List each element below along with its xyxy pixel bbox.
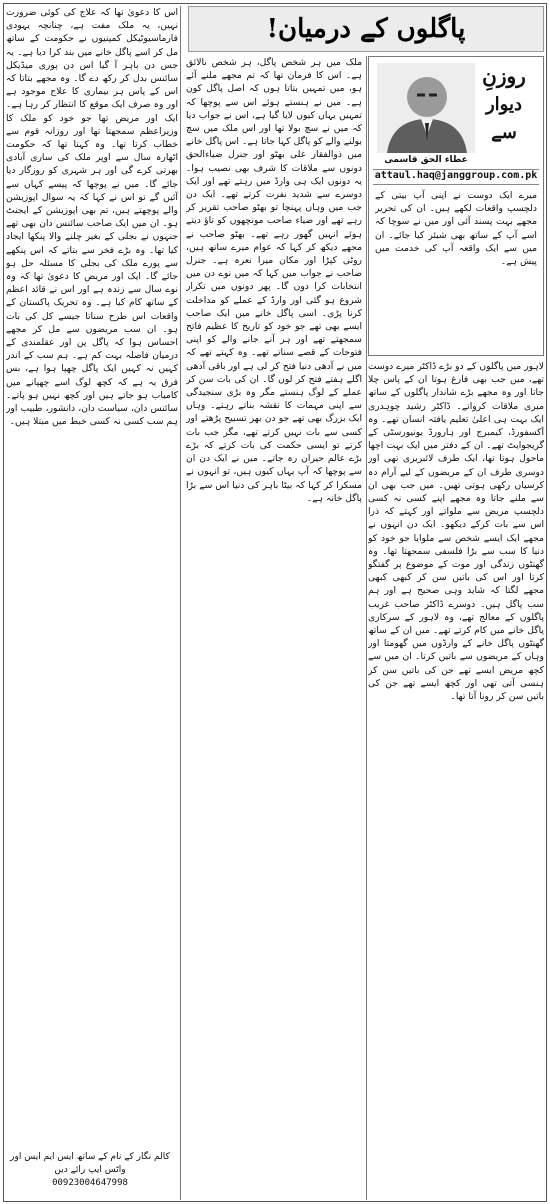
- author-name: عطاء الحق قاسمی: [384, 155, 468, 165]
- headline-bar: [188, 6, 544, 52]
- column-brand: [471, 61, 537, 161]
- article-column-left: [6, 6, 178, 1200]
- footer-note-text: کالم نگار کے نام کے ساتھ ایس ایم ایس اور واٹس ایپ رائے دیں: [10, 1152, 170, 1175]
- column-divider-right: [366, 56, 367, 1200]
- author-box: [368, 56, 544, 356]
- article-column-right-text: لاہور میں پاگلوں کے دو بڑے ڈاکٹر میرے دوست تھے، میں جب بھی فارغ ہوتا ان کے پاس چلا جاتا اور وہ مجھے بڑے شاندار پاگلوں کے ساتھ میری ملاقات کرواتے۔ ڈاکٹر رشید چوہدری ایک بہت ہی اعلیٰ تعلیم یافتہ انسان تھے۔ وہ آکسفورڈ، کیمبرج اور ہارورڈ یونیورسٹی کے گریجوایٹ تھے۔ ان کے دفتر میں ایک بہت اچھا ماحول ہوتا تھا، ایک طرف لائبریری تھی اور دوسری طرف ان کے مریضوں کے لیے آرام دہ کرسیاں رکھی ہوتی تھیں۔ میں جب بھی ان سے ملنے جاتا وہ مجھے اپنے کسی نہ کسی دلچسپ مریض سے ملواتے اور کہتے کہ ذرا اس سے بات کرکے دیکھو۔ ایک دن انہوں نے مجھے ایک ایسے شخص سے ملوایا جو خود کو دنیا کا سب سے بڑا فلسفی سمجھتا تھا۔ وہ گھنٹوں زندگی اور موت کے موضوع پر گفتگو کرتا اور اس کی باتیں سن کر کبھی کبھی مجھے لگتا کہ شاید وہی صحیح ہے اور ہم سب پاگل ہیں۔ دوسرے ڈاکٹر صاحب غریب پاگلوں کے معالج تھے، وہ لاہور کے سرکاری پاگل خانے میں کام کرتے تھے۔ میں ان کے ساتھ گھنٹوں پاگل خانے کے وارڈوں میں گھومتا اور وہاں کے مریضوں سے باتیں کرتا۔ ان میں سے کچھ مریض ایسے تھے جن کی باتیں سن کر ہنسی آتی تھی اور کچھ ایسے تھے جن کی باتیں سن کر رونا آتا تھا۔: [368, 361, 544, 703]
- article-column-middle: [186, 56, 362, 1200]
- author-portrait: [377, 63, 475, 153]
- article-intro-text: میرے ایک دوست نے اپنی آپ بیتی کے دلچسپ واقعات لکھے ہیں۔ ان کی تحریر مجھے بہت پسند آئی اور میں نے سوچا کہ اسے آپ کے ساتھ بھی شیئر کیا جائے۔ ان میں سے ایک واقعہ آپ کی خدمت میں پیش ہے۔: [375, 190, 537, 268]
- author-email[interactable]: attaul.haq@janggroup.com.pk: [373, 169, 539, 185]
- footer-phone[interactable]: 00923004647998: [52, 1178, 128, 1188]
- column-divider-left: [180, 6, 181, 1200]
- footer-contact-note: [10, 1151, 170, 1190]
- column-brand-line2: دیوار سے: [485, 94, 523, 143]
- article-headline: پاگلوں کے درمیان!: [266, 14, 466, 44]
- article-column-middle-text: ملک میں ہر شخص پاگل، ہر شخص نالائق ہے۔ اس کا فرمان تھا کہ تم مجھے ملنے آئے ہو، میں تمہیں بتاتا ہوں کہ اصل پاگل کون ہے۔ میں نے ہنستے ہوئے اس سے پوچھا کہ تمہیں یہاں کیوں لایا گیا ہے، اس نے جواب دیا کہ میں نے سچ بولا تھا اور اس ملک میں سچ بولنے والے کو پاگل کہا جاتا ہے۔ اس پاگل خانے میں ذوالفقار علی بھٹو اور جنرل ضیاءالحق دونوں سے ملاقات کا شرف بھی نصیب ہوا۔ یہ دونوں ایک ہی وارڈ میں رہتے تھے اور ایک دوسرے سے شدید نفرت کرتے تھے۔ ایک دن جب میں وہاں پہنچا تو بھٹو صاحب تقریر کر رہے تھے اور ضیاء صاحب مونچھوں کو تاؤ دیتے ہوئے انہیں گھور رہے تھے۔ بھٹو صاحب نے مجھے دیکھ کر کہا کہ عوام میرے ساتھ ہیں، روٹی کپڑا اور مکان میرا نعرہ ہے۔ جنرل صاحب نے جواب میں کہا کہ میں نوے دن میں انتخابات کرا دوں گا۔ پھر دونوں میں تکرار شروع ہو گئی اور وارڈ کے عملے کو مداخلت کرنا پڑی۔ اسی پاگل خانے میں ایک صاحب ایسے بھی تھے جو خود کو تاریخ کا عظیم فاتح سمجھتے تھے اور ہر آنے جانے والے کو اپنی فتوحات کے قصے سناتے تھے۔ وہ کہتے تھے کہ میں نے آدھی دنیا فتح کر لی ہے اور باقی آدھی اگلے ہفتے فتح کر لوں گا۔ ان کی بات سن کر عملے کے لوگ ہنستے مگر وہ بڑی سنجیدگی سے اپنی مہمات کا نقشہ بناتے رہتے۔ وہاں ایک بزرگ بھی تھے جو دن بھر تسبیح پڑھتے اور کسی سے بات نہیں کرتے تھے، مگر جب بات کرتے تو ایسی حکمت کی بات کرتے کہ بڑے بڑے عالم حیران رہ جاتے۔ میں نے ایک دن ان سے پوچھا کہ آپ یہاں کیوں ہیں، تو انہوں نے مسکرا کر کہا کہ بیٹا باہر کی دنیا اس سے بڑا پاگل خانہ ہے۔: [186, 57, 362, 504]
- article-column-left-text: اس کا دعویٰ تھا کہ علاج کی کوئی ضرورت نہیں، یہ ملک مفت ہے، چنانچہ یہودی فارماسیوٹیکل کمپنیوں نے حکومت کے ساتھ مل کر اسے پاگل خانے میں بند کرا دیا ہے۔ یہ جس دن باہر آ گیا اس دن پوری میڈیکل سائنس بدل کر رکھ دے گا۔ وہ مجھے بتاتا کہ اس کے پاس ہر بیماری کا علاج موجود ہے اور وہ صرف ایک موقع کا انتظار کر رہا ہے۔ ایک اور مریض تھا جو خود کو ملک کا وزیراعظم سمجھتا تھا اور روزانہ قوم سے خطاب کرتا تھا۔ وہ کہتا تھا کہ حکومت اٹھارہ سال سے اوپر ملک کی ساری آبادی بھرتی کرے گی اور ہر شہری کو روزگار دیا جائے گا۔ میں نے پوچھا کہ پیسے کہاں سے آئیں گے تو اس نے کہا کہ یہ سوال اپوزیشن والے پوچھتے ہیں، تم بھی اپوزیشن کے ایجنٹ ہو۔ ان میں ایک صاحب سائنس دان بھی تھے جنہوں نے بجلی کے بغیر چلنے والا پنکھا ایجاد کیا تھا۔ وہ بڑے فخر سے بتاتے کہ اس پنکھے سے پورے ملک کی بجلی کا مسئلہ حل ہو جائے گا۔ ایک اور مریض کا دعویٰ تھا کہ وہ نوے سال سے زندہ ہے اور اس نے قائد اعظم کے ساتھ کام کیا ہے۔ وہ تحریک پاکستان کے واقعات اس طرح سناتا جیسے کل کی بات ہو۔ ان سب مریضوں سے مل کر مجھے احساس ہوا کہ پاگل پن اور عقلمندی کے درمیان فاصلہ بہت کم ہے۔ ہم سب کے اندر کہیں نہ کہیں ایک پاگل چھپا ہوا ہے، بس فرق یہ ہے کہ کچھ لوگ اسے چھپانے میں کامیاب ہو جاتے ہیں اور کچھ نہیں ہو پاتے۔ سائنس دان، سیاست دان، دانشور، طبیب اور ہم سب کسی نہ کسی خبط میں مبتلا ہیں۔: [6, 7, 178, 428]
- column-brand-line1: روزنِ: [482, 64, 526, 88]
- article-intro: [375, 189, 537, 349]
- article-column-right: [368, 360, 544, 1200]
